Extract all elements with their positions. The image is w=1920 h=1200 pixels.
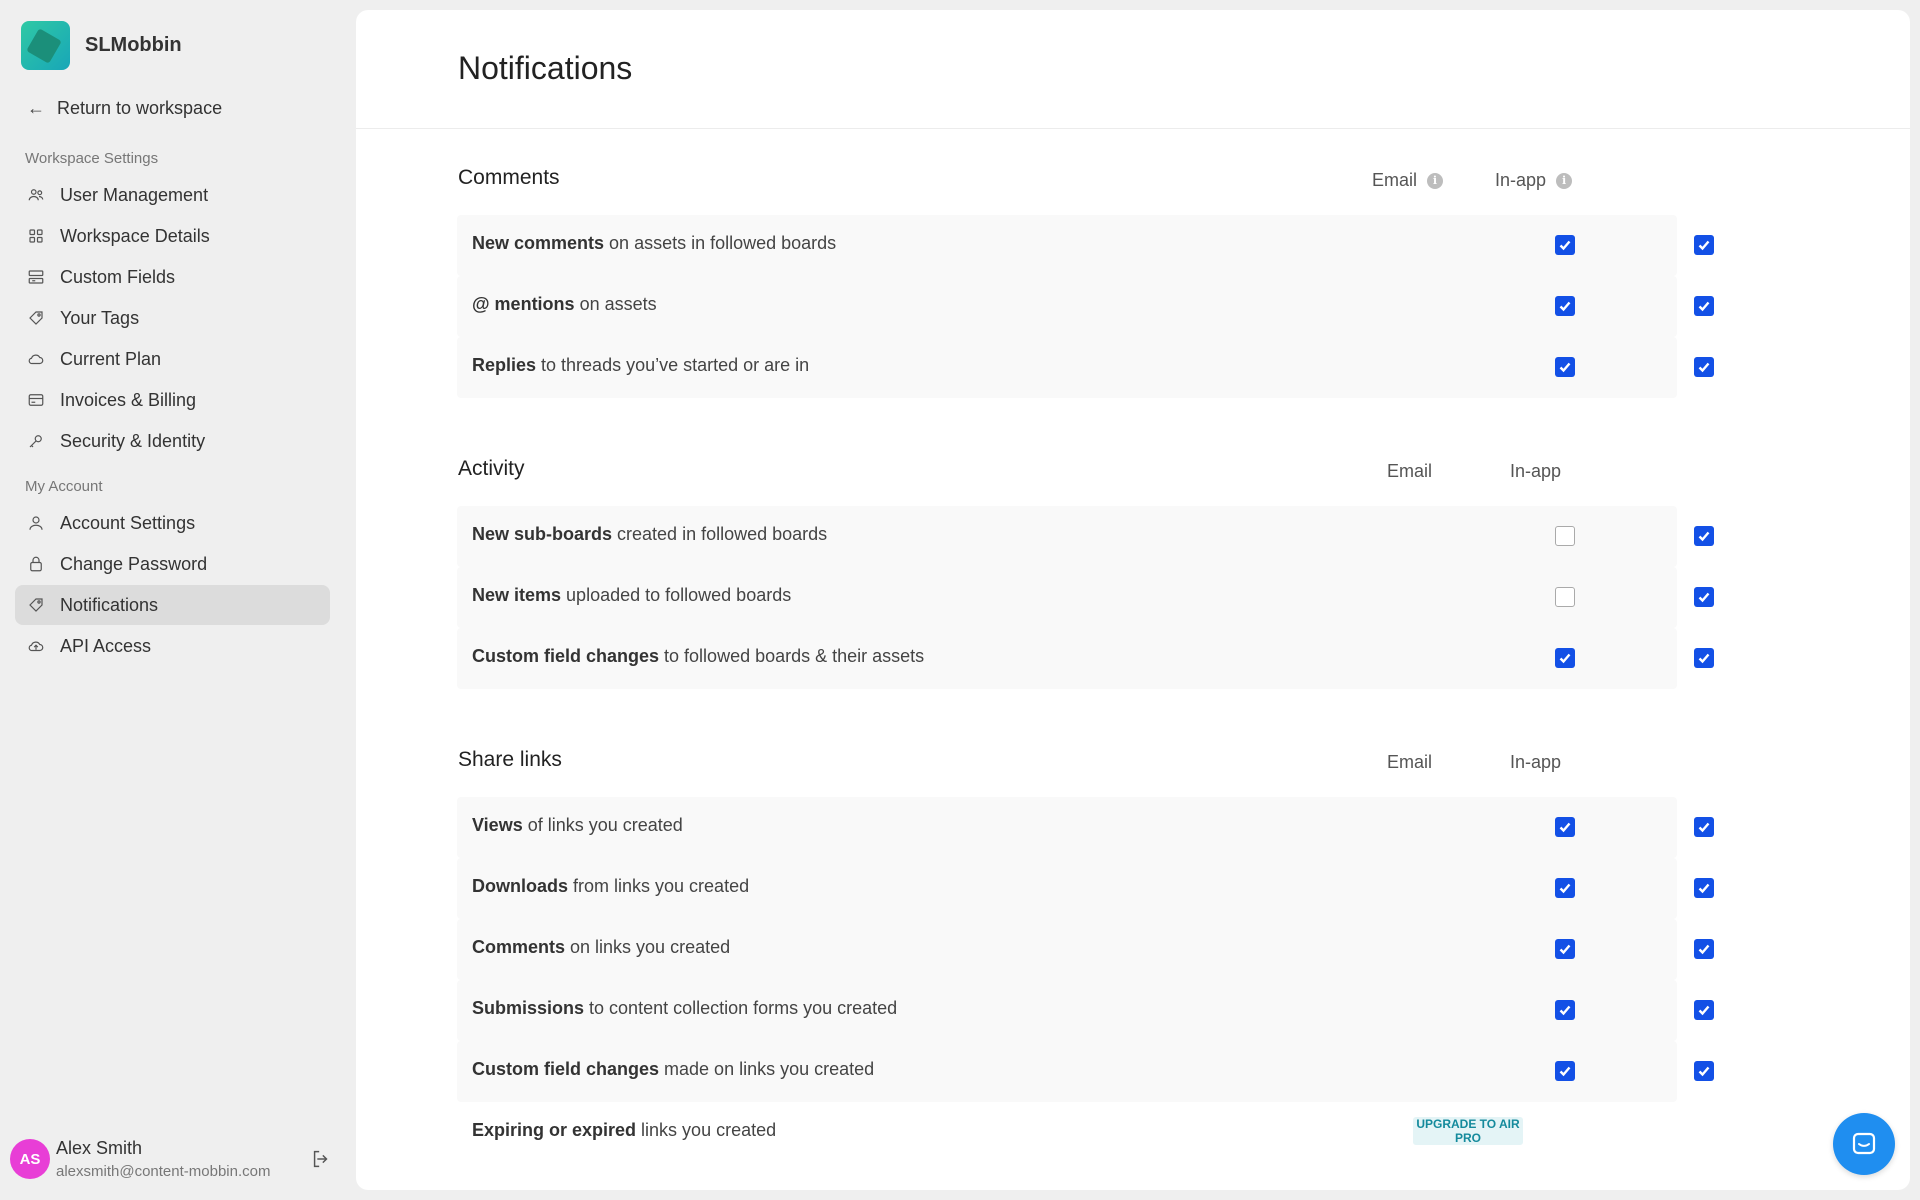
arrow-left-icon: ← xyxy=(27,98,45,118)
email-checkbox[interactable] xyxy=(1555,1000,1575,1020)
inapp-checkbox[interactable] xyxy=(1694,587,1714,607)
inapp-checkbox[interactable] xyxy=(1694,1000,1714,1020)
notification-label-bold: Views xyxy=(472,815,523,835)
notification-label-rest: uploaded to followed boards xyxy=(561,585,792,605)
bell-icon xyxy=(27,596,45,614)
return-to-workspace-link[interactable] xyxy=(27,98,222,119)
notification-row xyxy=(457,980,1677,1041)
notification-row xyxy=(457,628,1677,689)
notification-label-rest: created in followed boards xyxy=(612,524,828,544)
notification-row xyxy=(457,858,1677,919)
column-header-label: In-app xyxy=(1510,461,1562,481)
chat-support-button[interactable] xyxy=(1833,1113,1895,1175)
notification-label-rest: links you created xyxy=(636,1120,777,1140)
notification-label-bold: Replies xyxy=(472,355,537,375)
notification-row xyxy=(457,1041,1677,1102)
notification-row xyxy=(457,567,1677,628)
sidebar-item-label: Invoices & Billing xyxy=(60,389,197,410)
email-checkbox[interactable] xyxy=(1555,817,1575,837)
column-header-label: In-app xyxy=(1510,752,1562,772)
sidebar-item-label: Current Plan xyxy=(60,348,162,369)
page-header xyxy=(356,10,1910,129)
notification-label xyxy=(472,233,836,254)
inapp-checkbox[interactable] xyxy=(1694,1061,1714,1081)
notification-label-rest: to content collection forms you created xyxy=(584,998,898,1018)
notification-label-rest: from links you created xyxy=(568,876,750,896)
sidebar-item-label: Account Settings xyxy=(60,512,196,533)
app-name: SLMobbin xyxy=(85,34,182,56)
card-icon xyxy=(27,391,45,409)
notification-label-bold: Downloads xyxy=(472,876,569,896)
sidebar-item-invoices-and-billing[interactable] xyxy=(15,380,330,420)
my-account-heading: My Account xyxy=(25,478,103,495)
notification-label-bold: Custom field changes xyxy=(472,646,660,666)
notification-label xyxy=(472,1059,874,1080)
key-icon xyxy=(27,432,45,450)
sidebar-item-label: API Access xyxy=(60,635,152,656)
section-activity xyxy=(457,446,1677,689)
app-logo-icon xyxy=(21,21,70,70)
sidebar xyxy=(0,0,355,1200)
notification-label xyxy=(472,585,791,606)
inapp-checkbox[interactable] xyxy=(1694,526,1714,546)
sidebar-item-api-access[interactable] xyxy=(15,626,330,666)
notification-label xyxy=(472,815,683,836)
section-title: Activity xyxy=(458,457,525,480)
notification-label-rest: on links you created xyxy=(565,937,731,957)
notification-row xyxy=(457,215,1677,276)
notification-label-bold: @ mentions xyxy=(472,294,575,314)
section-header xyxy=(457,446,1677,506)
column-header-inapp xyxy=(1495,170,1572,191)
email-checkbox[interactable] xyxy=(1555,357,1575,377)
notification-label xyxy=(472,355,809,376)
section-header xyxy=(457,155,1677,215)
notification-label-bold: New sub-boards xyxy=(472,524,613,544)
upgrade-badge[interactable]: UPGRADE TO AIR PRO xyxy=(1413,1117,1523,1145)
email-checkbox[interactable] xyxy=(1555,296,1575,316)
sidebar-item-security-and-identity[interactable] xyxy=(15,421,330,461)
notification-label-bold: Comments xyxy=(472,937,566,957)
inapp-checkbox[interactable] xyxy=(1694,817,1714,837)
cloud-upload-icon xyxy=(27,637,45,655)
sidebar-item-workspace-details[interactable] xyxy=(15,216,330,256)
sidebar-item-your-tags[interactable] xyxy=(15,298,330,338)
column-header-label: Email xyxy=(1387,461,1433,481)
inapp-checkbox[interactable] xyxy=(1694,235,1714,255)
notification-label-bold: New items xyxy=(472,585,562,605)
inapp-checkbox[interactable] xyxy=(1694,357,1714,377)
info-icon[interactable]: i xyxy=(1556,173,1572,189)
sidebar-item-custom-fields[interactable] xyxy=(15,257,330,297)
main-panel xyxy=(356,10,1910,1190)
column-header-email xyxy=(1387,752,1432,773)
avatar[interactable]: AS xyxy=(10,1139,50,1179)
inapp-checkbox[interactable] xyxy=(1694,296,1714,316)
sidebar-item-label: Custom Fields xyxy=(60,266,176,287)
notification-label xyxy=(472,998,897,1019)
user-email: alexsmith@content-mobbin.com xyxy=(56,1163,271,1180)
info-icon[interactable]: i xyxy=(1427,173,1443,189)
email-checkbox[interactable] xyxy=(1555,648,1575,668)
column-header-label: In-app xyxy=(1495,170,1547,190)
notification-label xyxy=(472,937,730,958)
column-header-label: Email xyxy=(1387,752,1433,772)
notification-row xyxy=(457,506,1677,567)
return-label: Return to workspace xyxy=(57,98,223,118)
lock-icon xyxy=(27,555,45,573)
notification-label-bold: Submissions xyxy=(472,998,585,1018)
email-checkbox[interactable] xyxy=(1555,587,1575,607)
cloud-icon xyxy=(27,350,45,368)
user-profile xyxy=(10,1138,340,1180)
notification-label-rest: to threads you’ve started or are in xyxy=(536,355,810,375)
column-header-inapp xyxy=(1510,752,1561,773)
notification-label-rest: on assets in followed boards xyxy=(604,233,837,253)
workspace-settings-heading: Workspace Settings xyxy=(25,150,159,167)
email-checkbox[interactable] xyxy=(1555,939,1575,959)
users-icon xyxy=(27,186,45,204)
section-title: Comments xyxy=(458,166,560,189)
notification-row xyxy=(457,797,1677,858)
notification-label-rest: to followed boards & their assets xyxy=(659,646,925,666)
section-comments xyxy=(457,155,1677,398)
notification-row xyxy=(457,1102,1677,1163)
column-header-label: Email xyxy=(1372,170,1418,190)
email-checkbox[interactable] xyxy=(1555,1061,1575,1081)
notification-label-rest: of links you created xyxy=(522,815,683,835)
inapp-checkbox[interactable] xyxy=(1694,939,1714,959)
notification-label xyxy=(472,646,924,667)
column-header-inapp xyxy=(1510,461,1561,482)
notification-label xyxy=(472,876,749,897)
notification-label-rest: made on links you created xyxy=(659,1059,875,1079)
sidebar-item-change-password[interactable] xyxy=(15,544,330,584)
notification-label-bold: New comments xyxy=(472,233,605,253)
user-name: Alex Smith xyxy=(56,1138,143,1158)
sidebar-item-label: Change Password xyxy=(60,553,208,574)
grid-icon xyxy=(27,227,45,245)
notification-label xyxy=(472,294,657,315)
notification-row xyxy=(457,337,1677,398)
column-header-email xyxy=(1387,461,1432,482)
brand[interactable] xyxy=(21,21,182,70)
notification-row xyxy=(457,276,1677,337)
email-checkbox[interactable] xyxy=(1555,878,1575,898)
notification-label xyxy=(472,1120,776,1141)
inapp-checkbox[interactable] xyxy=(1694,648,1714,668)
notification-label-bold: Custom field changes xyxy=(472,1059,660,1079)
sidebar-item-label: User Management xyxy=(60,184,209,205)
sidebar-item-account-settings[interactable] xyxy=(15,503,330,543)
user-icon xyxy=(27,514,45,532)
sidebar-item-label: Notifications xyxy=(60,594,159,615)
notification-label xyxy=(472,524,827,545)
sidebar-item-notifications[interactable] xyxy=(15,585,330,625)
page-title: Notifications xyxy=(458,50,633,86)
sidebar-item-label: Workspace Details xyxy=(60,225,210,246)
email-checkbox[interactable] xyxy=(1555,235,1575,255)
sidebar-item-label: Security & Identity xyxy=(60,430,206,451)
tag-icon xyxy=(27,309,45,327)
sidebar-item-current-plan[interactable] xyxy=(15,339,330,379)
email-checkbox[interactable] xyxy=(1555,526,1575,546)
inapp-checkbox[interactable] xyxy=(1694,878,1714,898)
logout-icon[interactable] xyxy=(310,1148,332,1170)
chat-icon xyxy=(1849,1129,1879,1159)
notification-label-rest: on assets xyxy=(574,294,657,314)
section-title: Share links xyxy=(458,748,562,771)
notification-label-bold: Expiring or expired xyxy=(472,1120,637,1140)
section-header xyxy=(457,737,1677,797)
fields-icon xyxy=(27,268,45,286)
sidebar-item-user-management[interactable] xyxy=(15,175,330,215)
sidebar-item-label: Your Tags xyxy=(60,307,140,328)
section-share-links xyxy=(457,737,1677,1163)
notification-row xyxy=(457,919,1677,980)
column-header-email xyxy=(1372,170,1443,191)
